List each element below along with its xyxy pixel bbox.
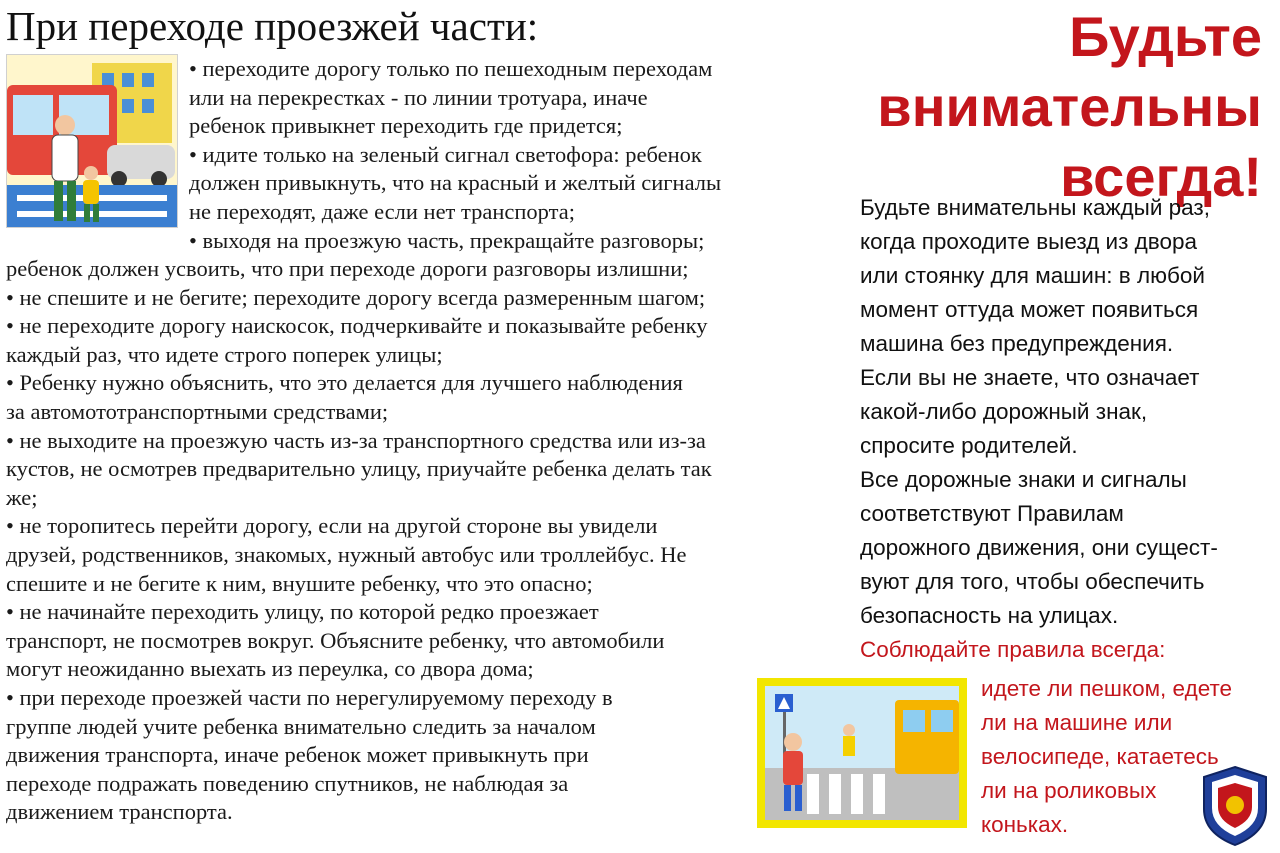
body-line: какой-либо дорожный знак, bbox=[860, 399, 1148, 424]
body-line: когда проходите выезд из двора bbox=[860, 229, 1198, 254]
traffic-police-emblem-icon bbox=[1200, 765, 1270, 847]
attention-heading-line: внимательны bbox=[877, 75, 1262, 138]
pedestrian-crossing-illustration bbox=[757, 678, 967, 828]
rule-line: или на перекрестках - по линии тротуара, иначе bbox=[189, 84, 648, 110]
rule-line: идете ли пешком, едете bbox=[981, 676, 1233, 701]
rule-line: движения транспорта, иначе ребенок может привыкнуть при bbox=[6, 742, 589, 768]
body-line: машина без предупреждения. bbox=[860, 331, 1174, 356]
body-line: дорожного движения, они сущест- bbox=[860, 535, 1218, 560]
attention-heading-line: всегда! bbox=[1060, 145, 1262, 208]
rule-line: • при переходе проезжей части по нерегулируемому переходу в bbox=[6, 684, 613, 710]
attention-text bbox=[860, 191, 1278, 667]
rule-line: должен привыкнуть, что на красный и желтый сигналы bbox=[189, 170, 722, 196]
rule-line: движением транспорта. bbox=[6, 799, 233, 825]
rule-line: • идите только на зеленый сигнал светофора: ребенок bbox=[189, 141, 702, 167]
body-line: Если вы не знаете, что означает bbox=[860, 365, 1200, 390]
rule-line: • не торопитесь перейти дорогу, если на другой стороне вы увидели bbox=[6, 513, 658, 539]
rule-line: ли на роликовых bbox=[981, 778, 1157, 803]
rule-line: группе людей учите ребенка внимательно следить за началом bbox=[6, 713, 596, 739]
rule-line: друзей, родственников, знакомых, нужный автобус или троллейбус. Не bbox=[6, 541, 687, 567]
rule-line: же; bbox=[6, 484, 38, 510]
body-line: соответствуют Правилам bbox=[860, 501, 1124, 526]
rule-line: не переходят, даже если нет транспорта; bbox=[189, 198, 575, 224]
attention-heading bbox=[877, 2, 1262, 212]
rule-line: • переходите дорогу только по пешеходным переходам bbox=[189, 56, 713, 81]
rule-line: ребенок должен усвоить, что при переходе дороги разговоры излишни; bbox=[6, 256, 689, 281]
rule-line: • не начинайте переходить улицу, по которой редко проезжает bbox=[6, 599, 599, 625]
rule-line: спешите и не бегите к ним, внушите ребенку, что это опасно; bbox=[6, 570, 593, 596]
rule-line: • не переходите дорогу наискосок, подчеркивайте и показывайте ребенку bbox=[6, 313, 708, 339]
rule-line: • не спешите и не бегите; переходите дорогу всегда размеренным шагом; bbox=[6, 284, 706, 310]
rule-line: коньках. bbox=[981, 812, 1069, 837]
rules-heading: Соблюдайте правила всегда: bbox=[860, 637, 1166, 662]
rule-line: • Ребенку нужно объяснить, что это делается для лучшего наблюдения bbox=[6, 370, 683, 396]
body-line: Все дорожные знаки и сигналы bbox=[860, 467, 1187, 492]
rule-line: кустов, не осмотрев предварительно улицу, приучайте ребенка делать так bbox=[6, 456, 712, 482]
rule-line: • не выходите на проезжую часть из-за транспортного средства или из-за bbox=[6, 427, 706, 453]
rule-line: за автомототранспортными средствами; bbox=[6, 398, 389, 424]
body-line: Будьте внимательны каждый раз, bbox=[860, 195, 1211, 220]
rule-line: • выходя на проезжую часть, прекращайте разговоры; bbox=[189, 227, 705, 253]
rule-line: ли на машине или bbox=[981, 710, 1173, 735]
rule-line: ребенок привыкнет переходить где придется; bbox=[189, 113, 623, 139]
body-line: спросите родителей. bbox=[860, 433, 1078, 458]
rule-line: транспорт, не посмотрев вокруг. Объясните ребенку, что автомобили bbox=[6, 627, 665, 653]
body-line: или стоянку для машин: в любой bbox=[860, 263, 1205, 288]
rule-line: велосипеде, катаетесь bbox=[981, 744, 1219, 769]
page-title: При переходе проезжей части: bbox=[6, 3, 539, 49]
body-line: вуют для того, чтобы обеспечить bbox=[860, 569, 1205, 594]
intro-rules bbox=[189, 55, 804, 255]
rule-line: каждый раз, что идете строго поперек улицы; bbox=[6, 341, 443, 367]
body-line: момент оттуда может появиться bbox=[860, 297, 1199, 322]
attention-heading-line: Будьте bbox=[1069, 5, 1262, 68]
rule-line: могут неожиданно выехать из переулка, со двора дома; bbox=[6, 656, 534, 682]
crossing-rules bbox=[6, 255, 806, 827]
body-line: безопасность на улицах. bbox=[860, 603, 1119, 628]
rule-line: переходе подражать поведению спутников, не наблюдая за bbox=[6, 770, 569, 796]
bus-crossing-illustration bbox=[6, 54, 178, 228]
